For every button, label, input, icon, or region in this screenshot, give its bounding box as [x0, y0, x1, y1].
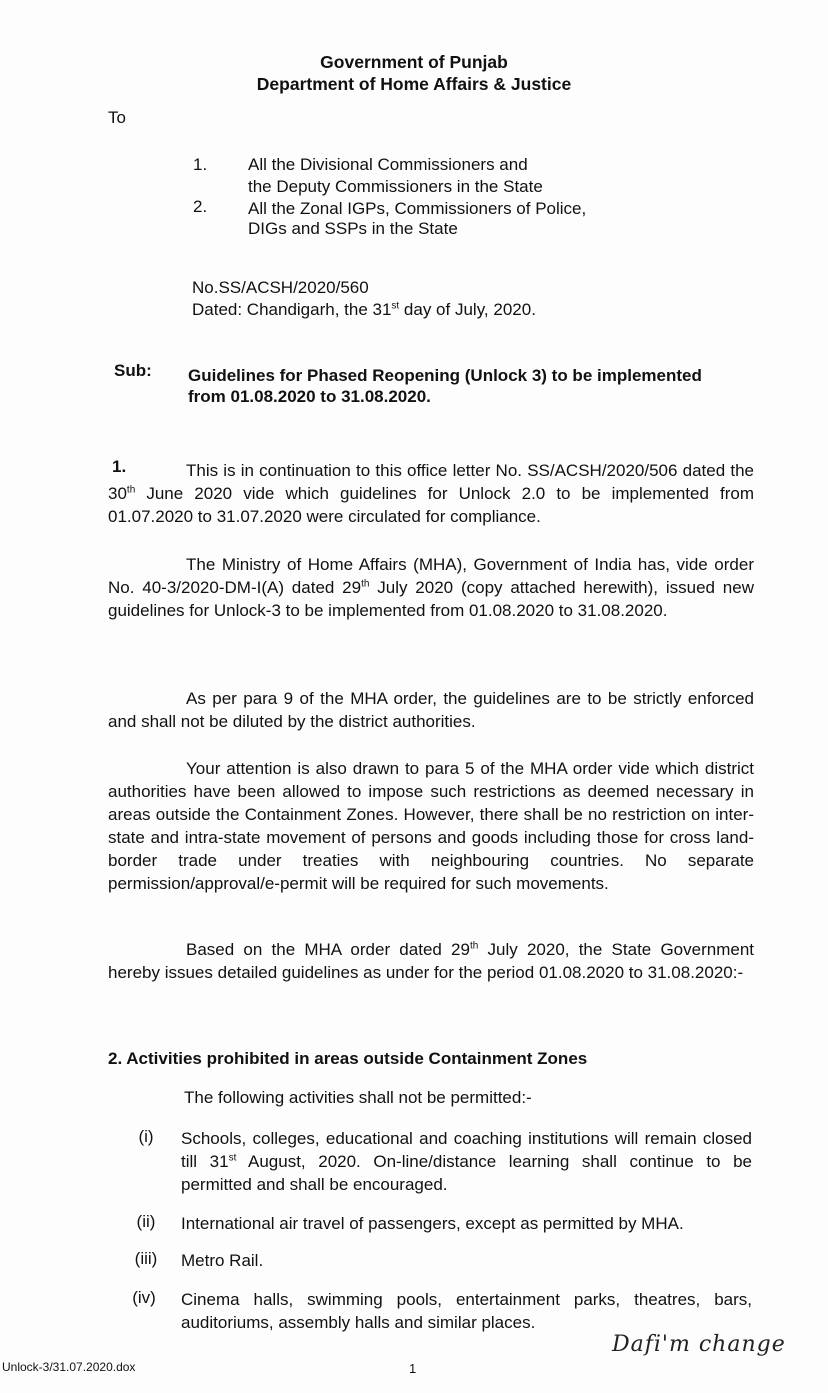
addressee-1-line-2: the Deputy Commissioners in the State — [248, 177, 543, 196]
footer-filename: Unlock-3/31.07.2020.dox — [2, 1360, 136, 1374]
section-1-number: 1. — [112, 457, 127, 476]
subject-label: Sub: — [114, 361, 152, 380]
section-1-paragraph-2: The Ministry of Home Affairs (MHA), Government of India has, vide order No. 40-3/2020-DM-I(A) dated 29th July 2020 (copy attached herewith), issued new guidelines for Unlock-3 to be implemented from 01.08.2020 to 31.08.2020. — [108, 555, 754, 620]
addressee-2-number: 2. — [193, 197, 208, 216]
item-ii-number: (ii) — [136, 1212, 156, 1231]
to-label: To — [108, 108, 126, 127]
reference-date: Dated: Chandigarh, the 31st day of July, 2020. — [192, 300, 536, 319]
item-iv-text: Cinema halls, swimming pools, entertainment parks, theatres, bars, auditoriums, assembly halls and similar places. — [181, 1290, 752, 1332]
section-2-heading: 2. Activities prohibited in areas outside Containment Zones — [108, 1049, 588, 1068]
item-i-text: Schools, colleges, educational and coaching institutions will remain closed till 31st August, 2020. On-line/distance learning shall continue to be permitted and shall be encouraged. — [181, 1129, 752, 1194]
item-iv-number: (iv) — [132, 1288, 156, 1307]
document-header-department: Department of Home Affairs & Justice — [256, 74, 572, 94]
item-iii-text: Metro Rail. — [181, 1251, 264, 1270]
addressee-1-number: 1. — [193, 155, 208, 174]
section-2-intro: The following activities shall not be permitted:- — [184, 1088, 532, 1107]
addressee-1-line-1: All the Divisional Commissioners and — [248, 155, 528, 174]
footer-page-number: 1 — [409, 1361, 417, 1376]
item-i-number: (i) — [138, 1127, 154, 1146]
section-1-paragraph-5: Based on the MHA order dated 29th July 2020, the State Government hereby issues detailed guidelines as under for the period 01.08.2020 to 31.08.2020:- — [108, 940, 754, 982]
reference-number: No.SS/ACSH/2020/560 — [192, 278, 369, 297]
item-ii-text: International air travel of passengers, except as permitted by MHA. — [181, 1214, 684, 1233]
section-1-paragraph-1: This is in continuation to this office letter No. SS/ACSH/2020/506 dated the 30th June 2020 vide which guidelines for Unlock 2.0 to be implemented from 01.07.2020 to 31.07.2020 were circulated for compliance. — [108, 461, 754, 526]
addressee-2-line-1: All the Zonal IGPs, Commissioners of Police, — [248, 199, 587, 218]
subject-line-2: from 01.08.2020 to 31.08.2020. — [188, 387, 431, 406]
document-header-government: Government of Punjab — [320, 52, 508, 72]
section-1-paragraph-3: As per para 9 of the MHA order, the guidelines are to be strictly enforced and shall not be diluted by the district authorities. — [108, 689, 754, 731]
section-1-paragraph-4: Your attention is also drawn to para 5 of the MHA order vide which district authorities have been allowed to impose such restrictions as deemed necessary in areas outside the Containment Zones. However, there shall be no restriction on inter-state and intra-state movement of persons and goods including those for cross land-border trade under treaties with neighbouring countries. No separate permission/approval/e-permit will be required for such movements. — [108, 759, 754, 893]
item-iii-number: (iii) — [134, 1249, 158, 1268]
subject-line-1: Guidelines for Phased Reopening (Unlock 3) to be implemented — [188, 366, 702, 385]
handwritten-note: Dafi'm change — [612, 1332, 786, 1357]
addressee-2-line-2: DIGs and SSPs in the State — [248, 219, 458, 238]
